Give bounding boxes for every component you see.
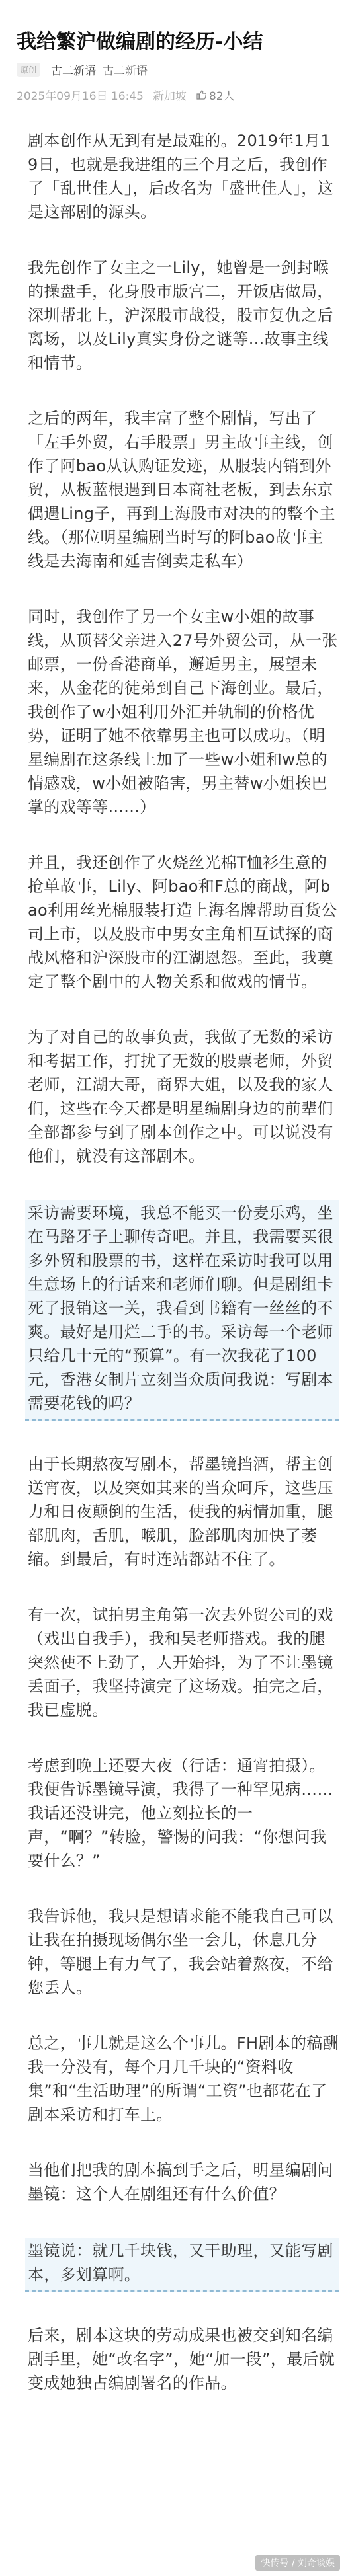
article-paragraph: 有一次，试拍男主角第一次去外贸公司的戏（戏出自我手），我和吴老师搭戏。我的腿突然使不上劲了，人开始抖，为了不让墨镜丢面子，我坚持演完了这场戏。拍完之后，我已虚脱。 [28,1606,333,1719]
publish-location: 新加坡 [152,89,187,103]
article-paragraph: 墨镜说：就几千块钱，又干助理，又能写剧本，多划算啊。 [25,2238,339,2292]
article-paragraph: 为了对自己的故事负责，我做了无数的采访和考据工作，打扰了无数的股票老师，外贸老师，江湖大哥，商界大姐，以及我的家人们，这些在今天都是明星编剧身边的前辈们全部都参与到了剧本创作之中。可以说没有他们，就没有这部剧本。 [28,1028,333,1165]
publish-date: 2025年09月16日 16:45 [17,89,144,103]
article-paragraph: 当他们把我的剧本搞到手之后，明星编剧问墨镜：这个人在剧组还有什么价值？ [28,2161,333,2203]
meta-row [17,59,148,79]
article-paragraph: 同时，我创作了另一个女主w小姐的故事线，从顶替父亲进入27号外贸公司，从一张邮票，一份香港商单，邂逅男主，展望未来，从金花的徒弟到自己下海创业。最后，我创作了w小姐利用外汇并轨制的价格优势，证明了她不依靠男主也可以成功。（明星编剧在这条线上加了一些w小姐和w总的情感戏，w小姐被陷害，男主替w小姐挨巴掌的戏等等......） [28,607,338,816]
author-name[interactable]: 古二新语 [51,64,97,78]
like-count-value: 82人 [208,89,235,103]
watermark: 快传号 / 刘奇谈娱 [255,2555,340,2571]
article-body [28,129,339,2427]
article-paragraph: 剧本创作从无到有是最难的。2019年1月19日，也就是我进组的三个月之后，我创作了「乱世佳人」，后改名为「盛世佳人」，这是这部剧的源头。 [28,132,333,221]
like-count[interactable] [196,87,244,103]
article-paragraph: 并且，我还创作了火烧丝光棉T恤衫生意的抢单故事，Lily、阿bao和F总的商战，阿bao利用丝光棉服装打造上海名牌帮助百货公司上市，以及股市中男女主角相互试探的商战风格和沪深股市的江湖恩怨。至此，我奠定了整个剧中的人物关系和做戏的情节。 [28,853,337,991]
article-paragraph: 后来，剧本这块的劳动成果也被交到知名编剧手里，她“改名字”，她“加一段”，最后就变成她独占编剧署名的作品。 [28,2326,335,2392]
article-paragraph: 我告诉他，我只是想请求能不能我自己可以让我在拍摄现场偶尔坐一会儿，休息几分钟，等腿上有力气了，我会站着熬夜，不给您丢人。 [28,1907,333,1997]
article-paragraph: 总之，事儿就是这么个事儿。FH剧本的稿酬我一分没有，每个月几千块的“资料收集”和“生活助理”的所谓“工资”也都花在了剧本采访和打车上。 [28,2034,339,2124]
meta-row-secondary [17,85,253,104]
article-paragraph: 采访需要环境，我总不能买一份麦乐鸡，坐在马路牙子上聊传奇吧。并且，我需要买很多外贸和股票的书，这样在采访时我可以用生意场上的行话来和老师们聊。但是剧组卡死了报销这一关，我看到书籍有一丝丝的不爽。最好是用烂二手的书。采访每一个老师只给几十元的“预算”。有一次我花了100元，香港女制片立刻当众质问我说：写剧本需要花钱的吗？ [25,1200,339,1421]
article-title: 我给繁沪做编剧的经历-小结 [17,30,263,54]
thumbs-up-icon [196,89,206,100]
article-paragraph: 考虑到晚上还要大夜（行话：通宵拍摄）。我便告诉墨镜导演，我得了一种罕见病……我话还没讲完，他立刻拉长的一声，“啊？”转脸，警惕的问我：“你想问我要什么？” [28,1756,333,1870]
article-paragraph: 之后的两年，我丰富了整个剧情，写出了「左手外贸，右手股票」男主故事主线，创作了阿bao从认购证发迹，从服装内销到外贸，从板蓝根遇到日本商社老板，到去东京偶遇Ling子，再到上海股市对决的的整个主线。（那位明星编剧当时写的阿bao故事主线是去海南和延吉倒卖走私车） [28,409,335,570]
author-account[interactable]: 古二新语 [103,64,148,78]
article-paragraph: 由于长期熬夜写剧本，帮墨镜挡酒，帮主创送宵夜，以及突如其来的当众呵斥，这些压力和日夜颠倒的生活，使我的病情加重，腿部肌肉，舌肌，喉肌，脸部肌肉加快了萎缩。到最后，有时连站都站不住了。 [28,1455,333,1569]
article-paragraph: 我先创作了女主之一Lily，她曾是一剑封喉的操盘手，化身股市版宫二，开饭店做局，深圳帮北上，沪深股市战役，股市复仇之后离场，以及Lily真实身份之谜等...故事主线和情节。 [28,258,333,372]
original-tag: 原创 [17,63,40,77]
